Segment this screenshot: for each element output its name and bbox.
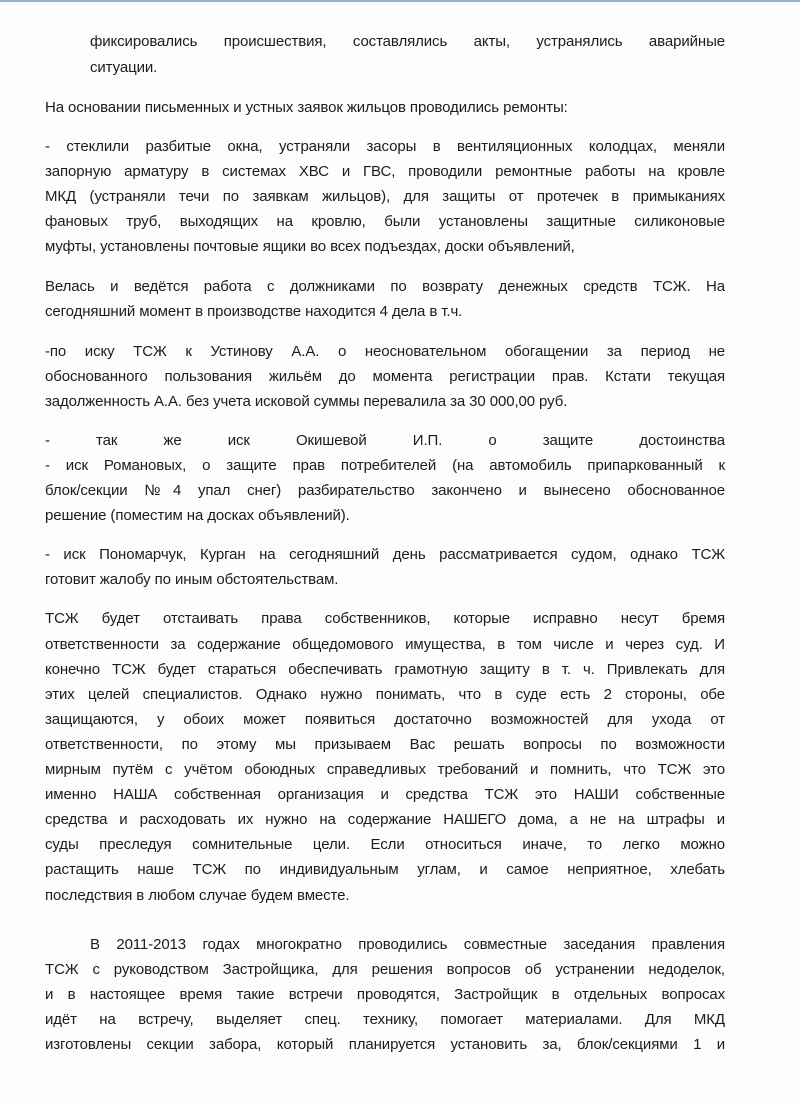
text-line: ответственности, по этому мы призываем Вас решать вопросы по возможности xyxy=(45,736,725,753)
text-line: и в настоящее время такие встречи проводятся, Застройщик в отдельных вопросах xyxy=(45,986,725,1003)
text-line: -по иску ТСЖ к Устинову А.А. о неосновательном обогащении за период не xyxy=(45,343,725,360)
text-line: запорную арматуру в системах ХВС и ГВС, проводили ремонтные работы на кровле xyxy=(45,163,725,180)
text-line: суды преследуя сомнительные цели. Если относиться иначе, то легко можно xyxy=(45,836,725,853)
text-line: готовит жалобу по иным обстоятельствам. xyxy=(45,571,339,588)
scan-edge xyxy=(0,0,800,2)
text-line: растащить наше ТСЖ по индивидуальным углам, и самое неприятное, хлебать xyxy=(45,861,725,878)
text-line: именно НАША собственная организация и средства ТСЖ это НАШИ собственные xyxy=(45,786,725,803)
text-line: блок/секции №4 упал снег) разбирательство закончено и вынесено обоснованное xyxy=(45,482,725,499)
text-line: задолженность А.А. без учета исковой суммы перевалила за 30 000,00 руб. xyxy=(45,393,568,410)
text-line: защищаются, у обоих может появиться достаточно возможностей для ухода от xyxy=(45,711,725,728)
text-line: - иск Пономарчук, Курган на сегодняшний день рассматривается судом, однако ТСЖ xyxy=(45,546,725,563)
text-line: последствия в любом случае будем вместе. xyxy=(45,887,350,904)
text-line: изготовлены секции забора, который планируется установить за, блок/секциями 1 и xyxy=(45,1036,725,1053)
text-line: обоснованного пользования жильём до момента регистрации прав. Кстати текущая xyxy=(45,368,725,385)
text-line: мирным путём с учётом обоюдных справедливых требований и помнить, что ТСЖ это xyxy=(45,761,725,778)
text-line: фиксировались происшествия, составлялись акты, устранялись аварийные xyxy=(90,33,725,50)
text-line: - иск Романовых, о защите прав потребителей (на автомобиль припаркованный к xyxy=(45,457,725,474)
text-line: - так же иск Окишевой И.П. о защите достоинства xyxy=(45,432,725,449)
text-line: ТСЖ будет отстаивать права собственников, которые исправно несут бремя xyxy=(45,610,725,627)
text-line: идёт на встречу, выделяет спец. технику, помогает материалами. Для МКД xyxy=(45,1011,725,1028)
text-line: этих целей специалистов. Однако нужно понимать, что в суде есть 2 стороны, обе xyxy=(45,686,725,703)
text-line: Велась и ведётся работа с должниками по возврату денежных средств ТСЖ. На xyxy=(45,278,725,295)
text-line: ответственности за содержание общедомового имущества, в том числе и через суд. И xyxy=(45,636,725,653)
text-line: средства и расходовать их нужно на содержание НАШЕГО дома, а не на штрафы и xyxy=(45,811,725,828)
text-line: МКД (устраняли течи по заявкам жильцов), для защиты от протечек в примыканиях xyxy=(45,188,725,205)
text-line: ситуации. xyxy=(90,59,158,76)
text-line: ТСЖ с руководством Застройщика, для решения вопросов об устранении недоделок, xyxy=(45,961,725,978)
text-line: На основании письменных и устных заявок жильцов проводились ремонты: xyxy=(45,99,568,116)
text-line: фановых труб, выходящих на кровлю, были установлены защитные силиконовые xyxy=(45,213,725,230)
text-line: муфты, установлены почтовые ящики во всех подъездах, доски объявлений, xyxy=(45,238,575,255)
text-line: решение (поместим на досках объявлений). xyxy=(45,507,350,524)
text-line: сегодняшний момент в производстве находится 4 дела в т.ч. xyxy=(45,303,463,320)
text-line: - стеклили разбитые окна, устраняли засоры в вентиляционных колодцах, меняли xyxy=(45,138,725,155)
text-line: В 2011-2013 годах многократно проводились совместные заседания правления xyxy=(90,936,725,953)
text-line: конечно ТСЖ будет стараться обеспечивать грамотную защиту в т. ч. Привлекать для xyxy=(45,661,725,678)
